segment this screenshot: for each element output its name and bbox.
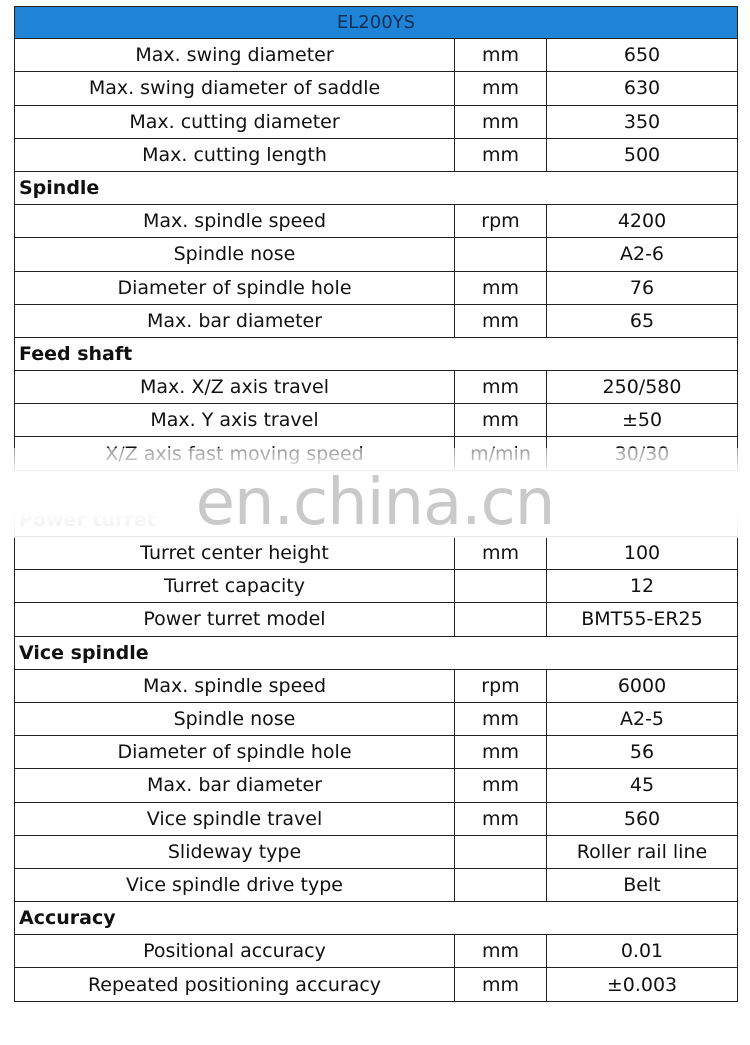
spec-name: Vice spindle travel: [15, 803, 455, 835]
spec-unit: rpm: [455, 670, 547, 702]
spec-value: 350: [623, 110, 661, 133]
spec-unit: mm: [455, 106, 547, 138]
spec-name: Repeated positioning accuracy: [15, 968, 455, 1000]
spec-value: 560: [623, 807, 661, 830]
spec-value: Belt: [623, 873, 661, 896]
spec-name: Spindle nose: [15, 238, 455, 270]
table-row: [14, 869, 738, 902]
spec-value: 65: [629, 309, 655, 332]
spec-unit: mm: [455, 39, 547, 71]
spec-unit: rpm: [455, 205, 547, 237]
spec-name: Max. X/Z axis travel: [15, 371, 455, 403]
table-row: [14, 968, 738, 1001]
table-row: [14, 404, 738, 437]
table-row: [14, 305, 738, 338]
table-row: [14, 935, 738, 968]
table-row: [14, 106, 738, 139]
table-row: [14, 39, 738, 72]
table-row: [14, 537, 738, 570]
table-row: [14, 603, 738, 636]
spec-name: Max. cutting length: [15, 139, 455, 171]
spec-unit: mm: [455, 272, 547, 304]
spec-unit: mm: [455, 537, 547, 569]
spec-unit: [455, 570, 547, 602]
vice-spindle-rows: [14, 670, 738, 902]
table-title-row: [14, 6, 738, 39]
spec-unit: [455, 869, 547, 901]
spec-value: BMT55-ER25: [581, 608, 703, 631]
spec-name: Max. swing diameter: [15, 39, 455, 71]
spec-value: 45: [629, 774, 655, 797]
spec-name: Vice spindle drive type: [15, 869, 455, 901]
spec-name: Max. spindle speed: [15, 205, 455, 237]
spec-unit: mm: [455, 305, 547, 337]
spec-value: 76: [629, 276, 655, 299]
spec-unit: mm: [455, 703, 547, 735]
power-turret-rows: [14, 537, 738, 637]
spec-unit: [455, 603, 547, 635]
table-row: [14, 272, 738, 305]
spec-name: Power turret model: [15, 603, 455, 635]
table-title: EL200YS: [336, 12, 416, 34]
table-row: [14, 139, 738, 172]
spec-value: A2-5: [619, 708, 665, 731]
section-vice-spindle: [14, 637, 738, 670]
spec-unit: mm: [455, 404, 547, 436]
spec-value: 6000: [617, 674, 667, 697]
table-row: [14, 570, 738, 603]
spec-name: Max. bar diameter: [15, 769, 455, 801]
spec-name: Diameter of spindle hole: [15, 272, 455, 304]
spec-unit: [455, 238, 547, 270]
section-heading: Feed shaft: [19, 342, 133, 365]
table-row: [14, 670, 738, 703]
section-accuracy: [14, 902, 738, 935]
spec-unit: mm: [455, 72, 547, 104]
table-row: [14, 205, 738, 238]
spec-value: 4200: [617, 210, 667, 233]
watermark-text: en.china.cn: [195, 466, 555, 540]
spec-value: 12: [629, 575, 655, 598]
spec-value: 56: [629, 741, 655, 764]
spec-name: Max. swing diameter of saddle: [15, 72, 455, 104]
spec-unit: mm: [455, 935, 547, 967]
table-row: [14, 703, 738, 736]
spec-unit: mm: [455, 803, 547, 835]
spec-value: 0.01: [620, 940, 664, 963]
table-row: [14, 736, 738, 769]
section-spindle: [14, 172, 738, 205]
spec-name: Max. Y axis travel: [15, 404, 455, 436]
section-heading: Vice spindle: [19, 641, 149, 664]
spec-unit: mm: [455, 968, 547, 1000]
spec-unit: mm: [455, 371, 547, 403]
spec-value: ±0.003: [606, 973, 678, 996]
table-row: [14, 803, 738, 836]
spec-name: Turret capacity: [15, 570, 455, 602]
section-heading: Accuracy: [19, 907, 116, 930]
spec-name: Max. cutting diameter: [15, 106, 455, 138]
spec-name: Spindle nose: [15, 703, 455, 735]
table-row: [14, 769, 738, 802]
spec-value: Roller rail line: [576, 840, 708, 863]
accuracy-rows: [14, 935, 738, 1001]
spec-value: 630: [623, 77, 661, 100]
spec-name: Max. spindle speed: [15, 670, 455, 702]
table-row: [14, 836, 738, 869]
table-row: [14, 72, 738, 105]
spec-value: 500: [623, 143, 661, 166]
general-rows: [14, 39, 738, 172]
spec-unit: mm: [455, 736, 547, 768]
spec-name: Diameter of spindle hole: [15, 736, 455, 768]
spec-unit: mm: [455, 139, 547, 171]
spec-name: Slideway type: [15, 836, 455, 868]
spec-value: 650: [623, 44, 661, 67]
spec-value: 250/580: [602, 376, 682, 399]
section-feed-shaft: [14, 338, 738, 371]
spec-unit: mm: [455, 769, 547, 801]
spec-name: Positional accuracy: [15, 935, 455, 967]
spec-value: 100: [623, 542, 661, 565]
table-row: [14, 238, 738, 271]
spec-unit: [455, 836, 547, 868]
spec-name: Max. bar diameter: [15, 305, 455, 337]
spec-name: Turret center height: [15, 537, 455, 569]
spec-value: ±50: [621, 409, 663, 432]
table-row: [14, 371, 738, 404]
spindle-rows: [14, 205, 738, 338]
section-heading: Spindle: [19, 177, 100, 200]
spec-value: A2-6: [619, 243, 665, 266]
